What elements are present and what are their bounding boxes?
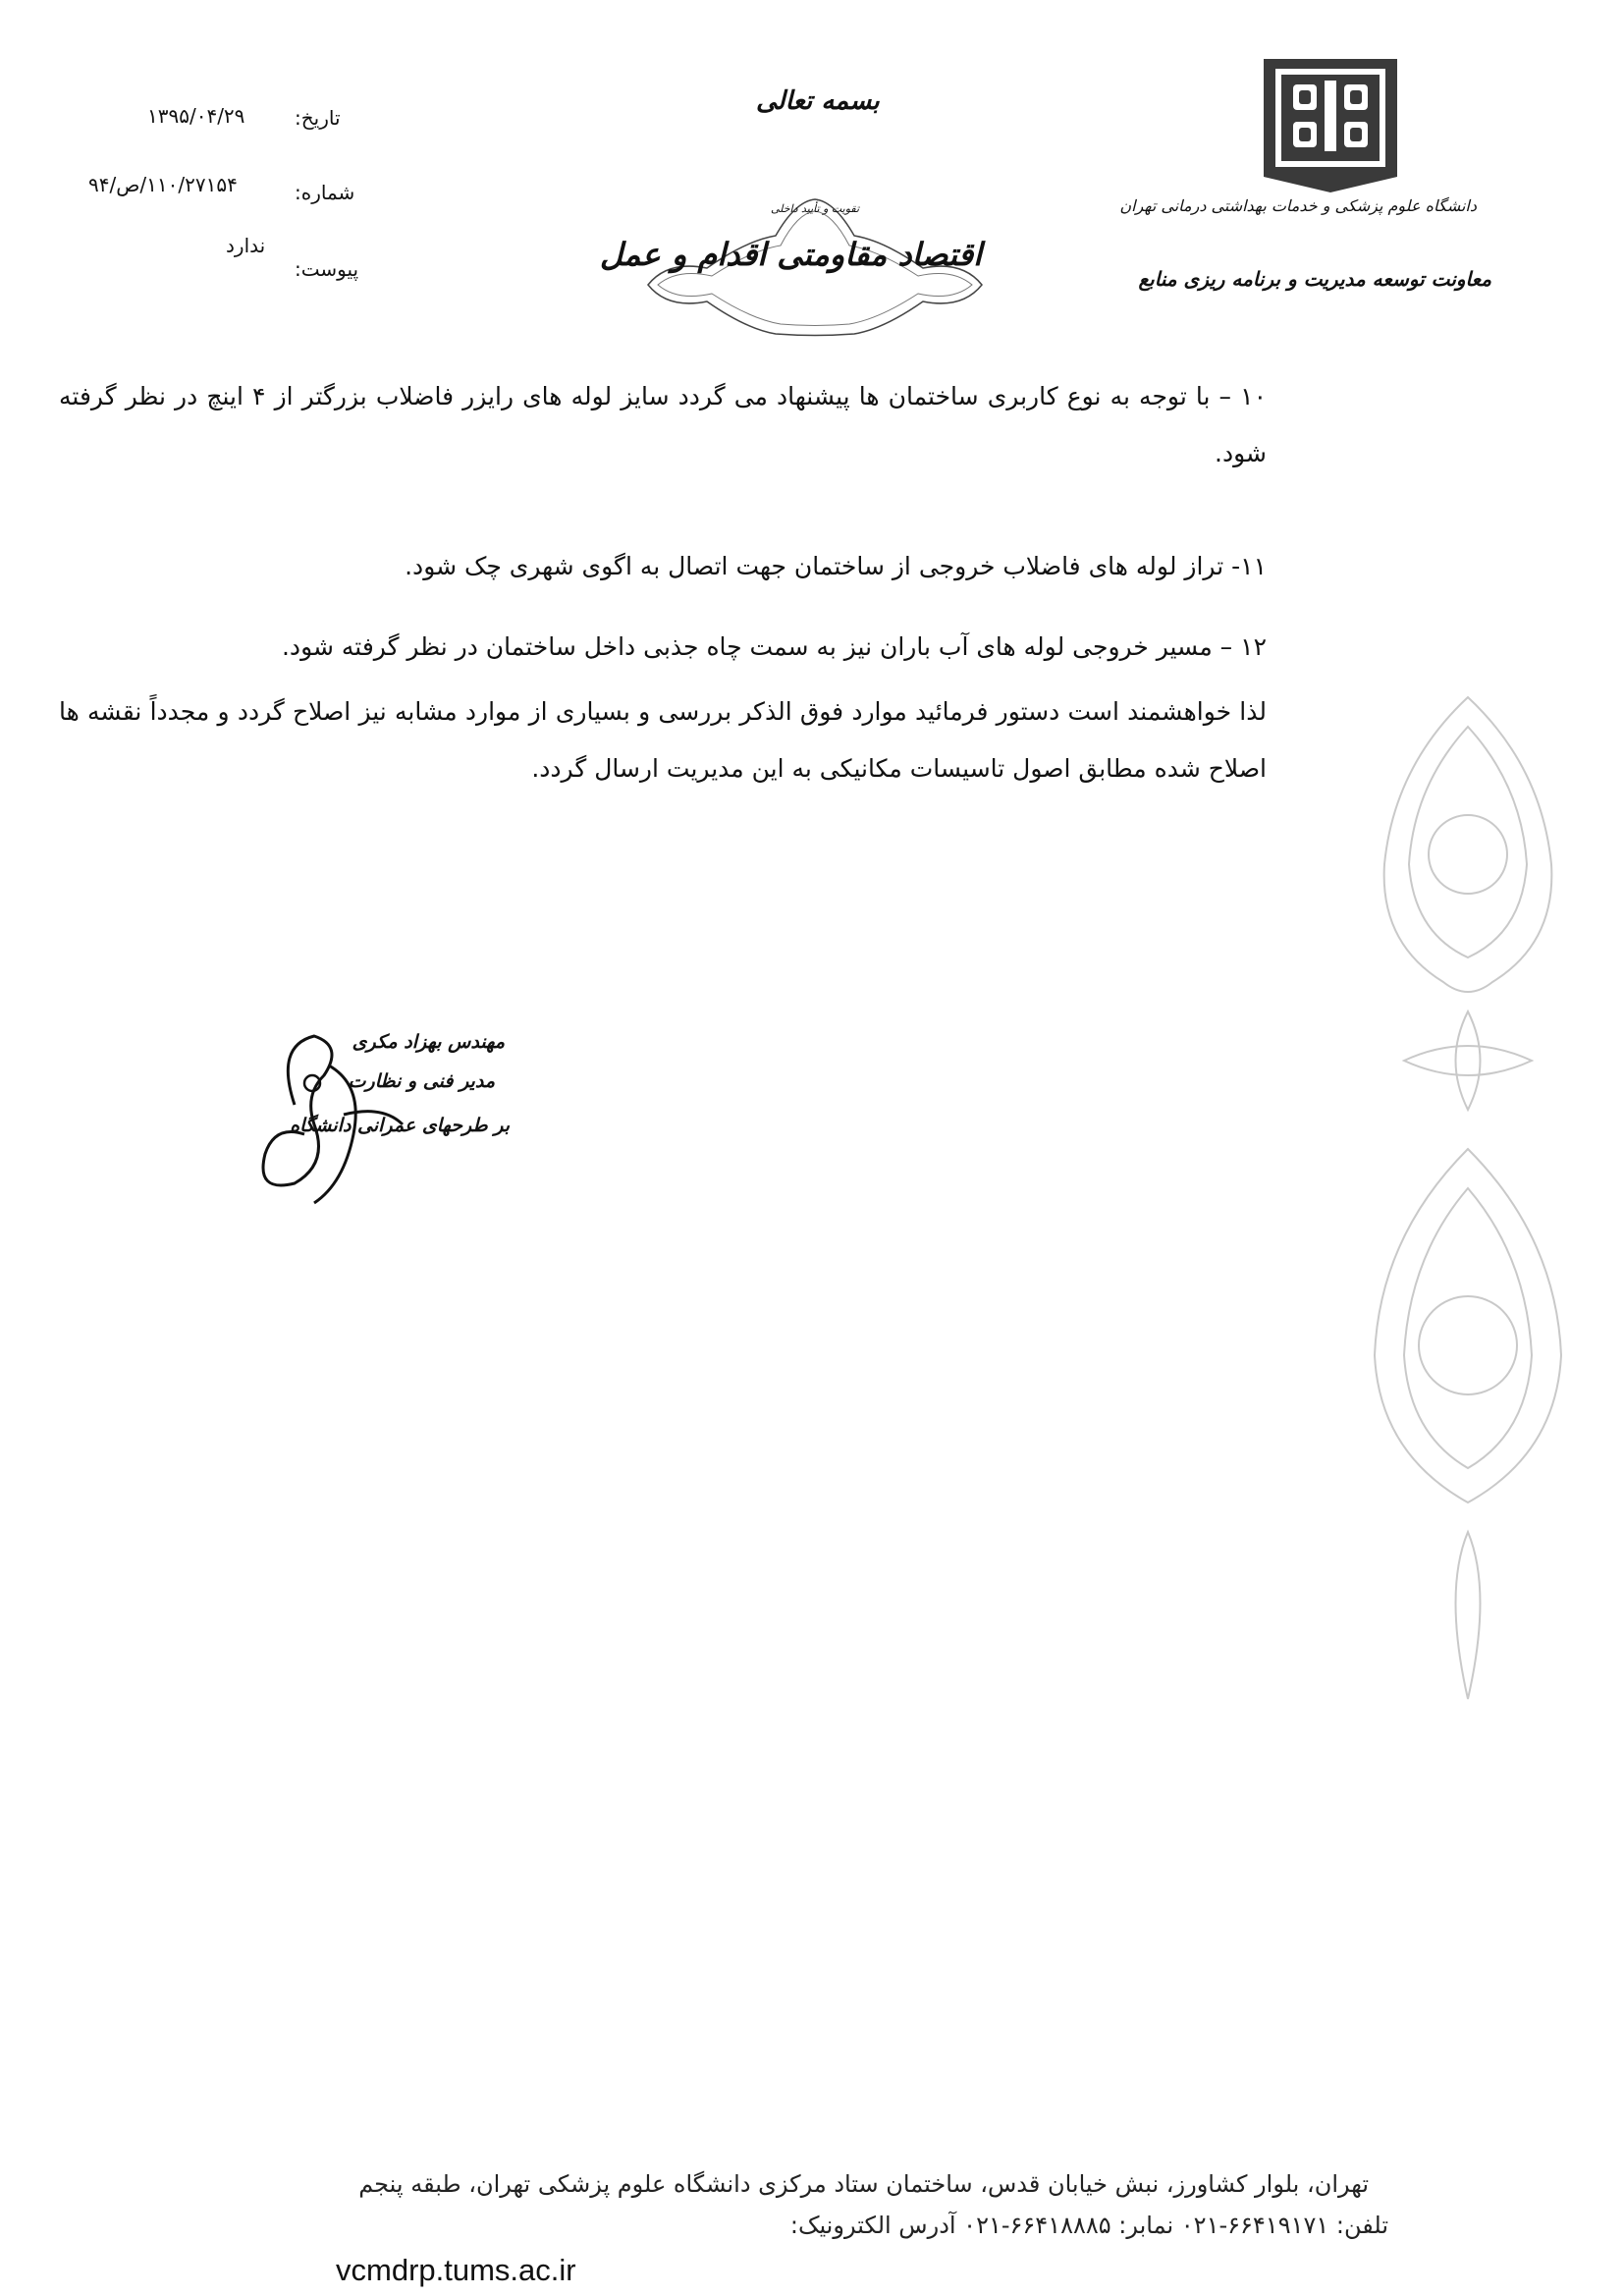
number-value: ۱۱۰/۲۷۱۵۴/ص/۹۴ [88, 173, 238, 196]
footer-address: تهران، بلوار کشاورز، نبش خیابان قدس، ساختمان ستاد مرکزی دانشگاه علوم پزشکی تهران، طبقه پنجم [358, 2170, 1369, 2198]
date-label: تاریخ: [295, 106, 341, 130]
closing-paragraph: لذا خواهشمند است دستور فرمائید موارد فوق الذکر بررسی و بسیاری از موارد مشابه نیز اصلاح گردد و مجدداً نقشه ها اصلاح شده مطابق اصول تاسیسات مکانیکی به این مدیریت ارسال گردد. [59, 697, 1267, 783]
item-11: ۱۱- تراز لوله های فاضلاب خروجی از ساختمان جهت اتصال به اگوی شهری چک شود. [405, 552, 1267, 580]
signatory-title: مدیر فنی و نظارت [348, 1070, 495, 1092]
attachment-value: ندارد [226, 234, 266, 257]
department-name: معاونت توسعه مدیریت و برنامه ریزی منابع [1138, 267, 1491, 291]
university-logo-icon [1262, 57, 1399, 194]
ornament-icon [1345, 687, 1591, 1709]
number-label: شماره: [295, 181, 355, 204]
bismillah: بسمه تعالی [756, 86, 880, 116]
item-12: ۱۲ – مسیر خروجی لوله های آب باران نیز به سمت چاه جذبی داخل ساختمان در نظر گرفته شود. [281, 632, 1267, 661]
signatory-title-2: بر طرحهای عمرانی دانشگاه [290, 1115, 510, 1136]
slogan-caption: تقویت و تأیید داخلی [770, 202, 860, 215]
attachment-label: پیوست: [295, 257, 359, 281]
footer-website-link[interactable]: vcmdrp.tums.ac.ir [336, 2253, 576, 2287]
item-10: ۱۰ – با توجه به نوع کاربری ساختمان ها پیشنهاد می گردد سایز لوله های رایزر فاضلاب بزرگتر از ۴ اینچ در نظر گرفته شود. [59, 382, 1268, 467]
university-name: دانشگاه علوم پزشکی و خدمات بهداشتی درمانی تهران [1119, 196, 1477, 215]
date-value: ۱۳۹۵/۰۴/۲۹ [147, 104, 245, 128]
signatory-name: مهندس بهزاد مکری [352, 1031, 505, 1053]
slogan: اقتصاد مقاومتی اقدام و عمل [599, 236, 982, 273]
footer-phone: تلفن: ۶۶۴۱۹۱۷۱-۰۲۱ نمابر: ۶۶۴۱۸۸۸۵-۰۲۱ آدرس الکترونیک: [789, 2212, 1388, 2239]
